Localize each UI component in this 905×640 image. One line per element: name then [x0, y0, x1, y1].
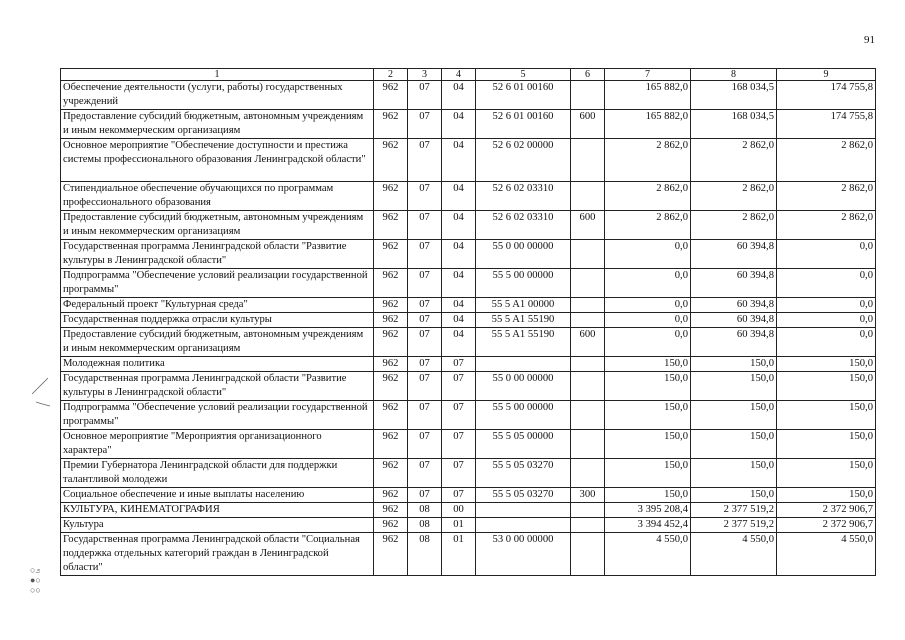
table-cell: 962: [374, 328, 408, 357]
table-cell: 600: [571, 211, 605, 240]
table-cell: 0,0: [777, 298, 876, 313]
table-cell: 55 5 00 00000: [476, 269, 571, 298]
row-label-cell: КУЛЬТУРА, КИНЕМАТОГРАФИЯ: [61, 503, 374, 518]
table-cell: [571, 269, 605, 298]
table-cell: [571, 139, 605, 182]
table-cell: 150,0: [777, 430, 876, 459]
table-cell: 165 882,0: [605, 81, 691, 110]
table-cell: 150,0: [605, 488, 691, 503]
table-cell: 2 372 906,7: [777, 518, 876, 533]
table-cell: 150,0: [777, 401, 876, 430]
table-cell: 962: [374, 313, 408, 328]
table-cell: 150,0: [605, 357, 691, 372]
table-row: [61, 430, 876, 459]
table-row: [61, 459, 876, 488]
table-cell: 60 394,8: [691, 240, 777, 269]
table-cell: 2 372 906,7: [777, 503, 876, 518]
table-cell: [571, 372, 605, 401]
table-cell: 4 550,0: [691, 533, 777, 576]
header-cell: 6: [571, 69, 605, 81]
table-cell: 2 862,0: [777, 139, 876, 182]
table-cell: 2 862,0: [777, 182, 876, 211]
table-cell: 55 0 00 00000: [476, 372, 571, 401]
header-cell: 3: [408, 69, 442, 81]
table-cell: 08: [408, 518, 442, 533]
table-row: [61, 503, 876, 518]
row-label-cell: Подпрограмма "Обеспечение условий реализации государственной программы": [61, 269, 374, 298]
table-cell: 300: [571, 488, 605, 503]
row-label-cell: Обеспечение деятельности (услуги, работы) государственных учреждений: [61, 81, 374, 110]
table-cell: 962: [374, 430, 408, 459]
table-cell: 150,0: [691, 488, 777, 503]
table-cell: 0,0: [777, 328, 876, 357]
table-cell: 4 550,0: [605, 533, 691, 576]
table-cell: 600: [571, 110, 605, 139]
table-cell: 07: [408, 372, 442, 401]
table-cell: 150,0: [605, 430, 691, 459]
table-row: [61, 533, 876, 576]
table-row: [61, 372, 876, 401]
table-cell: 07: [408, 357, 442, 372]
table-row: [61, 139, 876, 182]
table-cell: 174 755,8: [777, 110, 876, 139]
table-cell: 04: [442, 211, 476, 240]
table-cell: 52 6 01 00160: [476, 81, 571, 110]
table-cell: 04: [442, 81, 476, 110]
row-label-cell: Предоставление субсидий бюджетным, автономным учреждениям и иным некоммерческим организациям: [61, 110, 374, 139]
table-row: [61, 211, 876, 240]
table-cell: 2 862,0: [605, 211, 691, 240]
table-row: [61, 401, 876, 430]
table-cell: [476, 503, 571, 518]
row-label-cell: Федеральный проект "Культурная среда": [61, 298, 374, 313]
table-cell: 07: [408, 81, 442, 110]
table-row: [61, 269, 876, 298]
row-label-cell: Подпрограмма "Обеспечение условий реализации государственной программы": [61, 401, 374, 430]
table-cell: [571, 533, 605, 576]
table-cell: [571, 313, 605, 328]
table-cell: 0,0: [777, 313, 876, 328]
table-cell: [571, 401, 605, 430]
table-cell: [571, 298, 605, 313]
table-cell: 07: [408, 211, 442, 240]
row-label-cell: Культура: [61, 518, 374, 533]
table-row: [61, 240, 876, 269]
table-cell: 60 394,8: [691, 298, 777, 313]
table-row: [61, 81, 876, 110]
row-label-cell: Молодежная политика: [61, 357, 374, 372]
table-cell: [571, 518, 605, 533]
table-cell: 55 5 05 03270: [476, 459, 571, 488]
table-cell: 2 862,0: [605, 139, 691, 182]
table-cell: 07: [442, 488, 476, 503]
table-cell: 07: [442, 430, 476, 459]
row-label-cell: Стипендиальное обеспечение обучающихся по программам профессионального образования: [61, 182, 374, 211]
margin-mark: ○೨: [30, 565, 41, 575]
table-cell: 150,0: [777, 488, 876, 503]
table-cell: 07: [408, 328, 442, 357]
table-cell: 55 5 05 03270: [476, 488, 571, 503]
header-cell: 1: [61, 69, 374, 81]
table-cell: 55 5 05 00000: [476, 430, 571, 459]
table-cell: 60 394,8: [691, 313, 777, 328]
table-cell: 962: [374, 240, 408, 269]
table-cell: 3 394 452,4: [605, 518, 691, 533]
table-cell: 150,0: [691, 459, 777, 488]
header-cell: 7: [605, 69, 691, 81]
table-cell: 2 862,0: [691, 182, 777, 211]
table-cell: 04: [442, 182, 476, 211]
table-cell: 52 6 02 03310: [476, 182, 571, 211]
table-cell: 04: [442, 240, 476, 269]
table-cell: 2 862,0: [605, 182, 691, 211]
table-cell: 150,0: [605, 459, 691, 488]
table-cell: 0,0: [605, 313, 691, 328]
table-cell: 55 5 A1 55190: [476, 313, 571, 328]
table-cell: [571, 459, 605, 488]
table-cell: 3 395 208,4: [605, 503, 691, 518]
header-cell: 5: [476, 69, 571, 81]
table-cell: 962: [374, 298, 408, 313]
table-row: [61, 328, 876, 357]
table-cell: [571, 81, 605, 110]
table-body: [61, 81, 876, 576]
table-cell: 08: [408, 533, 442, 576]
table-cell: 150,0: [777, 357, 876, 372]
table-cell: 962: [374, 401, 408, 430]
table-cell: 2 862,0: [691, 211, 777, 240]
table-cell: 07: [442, 357, 476, 372]
table-row: [61, 182, 876, 211]
table-cell: 168 034,5: [691, 110, 777, 139]
table-cell: 962: [374, 488, 408, 503]
table-cell: 962: [374, 139, 408, 182]
table-cell: 600: [571, 328, 605, 357]
page-number: 91: [864, 34, 875, 46]
table-cell: 2 377 519,2: [691, 503, 777, 518]
table-cell: [571, 430, 605, 459]
table-cell: 962: [374, 533, 408, 576]
table-cell: 962: [374, 182, 408, 211]
row-label-cell: Государственная программа Ленинградской области "Социальная поддержка отдельных категорий граждан в Ленинградской области": [61, 533, 374, 576]
row-label-cell: Предоставление субсидий бюджетным, автономным учреждениям и иным некоммерческим организациям: [61, 328, 374, 357]
header-cell: 2: [374, 69, 408, 81]
table-cell: 07: [442, 401, 476, 430]
table-cell: 55 0 00 00000: [476, 240, 571, 269]
table-cell: 08: [408, 503, 442, 518]
table-cell: 150,0: [691, 401, 777, 430]
table-cell: 07: [408, 401, 442, 430]
table-cell: 174 755,8: [777, 81, 876, 110]
pen-mark: [30, 372, 52, 412]
table-row: [61, 110, 876, 139]
row-label-cell: Предоставление субсидий бюджетным, автономным учреждениям и иным некоммерческим организациям: [61, 211, 374, 240]
budget-table: [60, 68, 876, 576]
table-cell: 07: [408, 139, 442, 182]
table-cell: 07: [408, 430, 442, 459]
table-cell: 2 862,0: [777, 211, 876, 240]
table-cell: 4 550,0: [777, 533, 876, 576]
table-cell: 962: [374, 211, 408, 240]
table-cell: 07: [442, 459, 476, 488]
table-cell: 07: [408, 488, 442, 503]
table-cell: 04: [442, 328, 476, 357]
table-cell: 150,0: [691, 357, 777, 372]
table-cell: 07: [408, 313, 442, 328]
table-cell: 53 0 00 00000: [476, 533, 571, 576]
table-cell: 2 377 519,2: [691, 518, 777, 533]
row-label-cell: Основное мероприятие "Обеспечение доступности и престижа системы профессионального образования Ленинградской области": [61, 139, 374, 182]
table-cell: [476, 357, 571, 372]
row-label-cell: Государственная поддержка отрасли культуры: [61, 313, 374, 328]
margin-mark: ○○: [30, 585, 41, 595]
margin-mark: ●○: [30, 575, 41, 585]
header-cell: 4: [442, 69, 476, 81]
table-cell: [571, 240, 605, 269]
row-label-cell: Социальное обеспечение и иные выплаты населению: [61, 488, 374, 503]
table-cell: [571, 357, 605, 372]
table-cell: 962: [374, 518, 408, 533]
row-label-cell: Премии Губернатора Ленинградской области для поддержки талантливой молодежи: [61, 459, 374, 488]
table-cell: 00: [442, 503, 476, 518]
table-cell: 2 862,0: [691, 139, 777, 182]
table-cell: 0,0: [605, 328, 691, 357]
table-row: [61, 518, 876, 533]
table-cell: 0,0: [605, 240, 691, 269]
table-cell: 07: [408, 269, 442, 298]
table-cell: 01: [442, 533, 476, 576]
header-row: [61, 69, 876, 81]
table-cell: 0,0: [777, 269, 876, 298]
table-cell: 07: [442, 372, 476, 401]
table-cell: 07: [408, 182, 442, 211]
table-cell: 962: [374, 503, 408, 518]
table-cell: 52 6 01 00160: [476, 110, 571, 139]
table-cell: 07: [408, 298, 442, 313]
table-cell: 962: [374, 357, 408, 372]
table-row: [61, 313, 876, 328]
table-cell: 55 5 A1 00000: [476, 298, 571, 313]
table-cell: 60 394,8: [691, 328, 777, 357]
table-cell: 55 5 00 00000: [476, 401, 571, 430]
table-cell: 150,0: [777, 459, 876, 488]
row-label-cell: Государственная программа Ленинградской области "Развитие культуры в Ленинградской области": [61, 372, 374, 401]
margin-marks: [30, 565, 41, 595]
table-row: [61, 488, 876, 503]
table-cell: [476, 518, 571, 533]
table-cell: 150,0: [691, 372, 777, 401]
table-cell: 52 6 02 00000: [476, 139, 571, 182]
row-label-cell: Государственная программа Ленинградской области "Развитие культуры в Ленинградской области": [61, 240, 374, 269]
table-cell: 962: [374, 81, 408, 110]
table-cell: 04: [442, 139, 476, 182]
table-cell: [571, 503, 605, 518]
table-cell: [571, 182, 605, 211]
table-cell: 07: [408, 459, 442, 488]
table-cell: 0,0: [777, 240, 876, 269]
table-cell: 962: [374, 269, 408, 298]
table-cell: 168 034,5: [691, 81, 777, 110]
table-cell: 962: [374, 372, 408, 401]
table-cell: 150,0: [605, 372, 691, 401]
table-cell: 55 5 A1 55190: [476, 328, 571, 357]
table-cell: 962: [374, 110, 408, 139]
table-cell: 150,0: [605, 401, 691, 430]
table-cell: 0,0: [605, 298, 691, 313]
table-cell: 01: [442, 518, 476, 533]
table-cell: 962: [374, 459, 408, 488]
header-cell: 8: [691, 69, 777, 81]
table-cell: 165 882,0: [605, 110, 691, 139]
table-cell: 04: [442, 313, 476, 328]
table-cell: 0,0: [605, 269, 691, 298]
row-label-cell: Основное мероприятие "Мероприятия организационного характера": [61, 430, 374, 459]
table-cell: 60 394,8: [691, 269, 777, 298]
table-cell: 07: [408, 240, 442, 269]
table-row: [61, 357, 876, 372]
table-cell: 52 6 02 03310: [476, 211, 571, 240]
table-cell: 150,0: [691, 430, 777, 459]
header-cell: 9: [777, 69, 876, 81]
table-cell: 04: [442, 269, 476, 298]
table-row: [61, 298, 876, 313]
table-cell: 07: [408, 110, 442, 139]
table-cell: 150,0: [777, 372, 876, 401]
table-cell: 04: [442, 110, 476, 139]
table-cell: 04: [442, 298, 476, 313]
